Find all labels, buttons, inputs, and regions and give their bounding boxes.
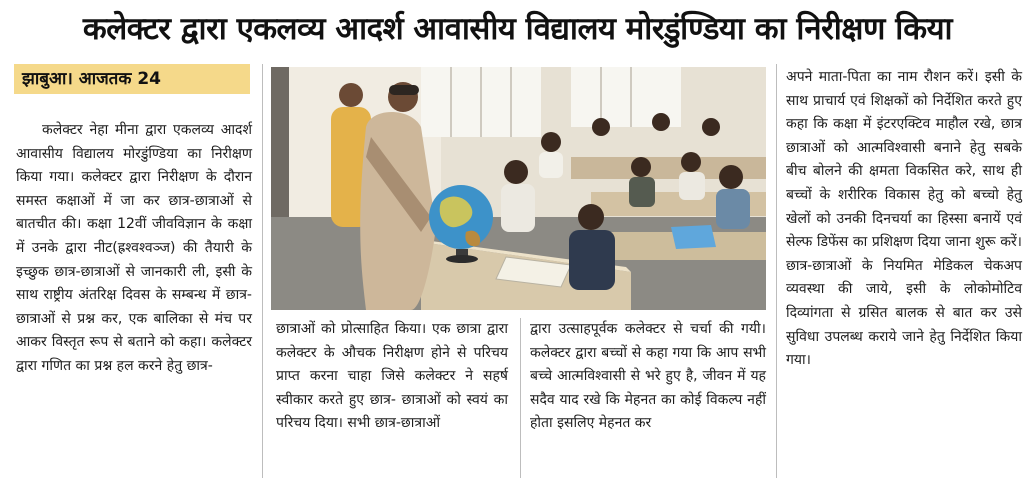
headline: कलेक्टर द्वारा एकलव्य आदर्श आवासीय विद्यालय मोरडुंण्डिया का निरीक्षण किया xyxy=(82,11,953,47)
article-column-4 xyxy=(786,66,1022,373)
article-paragraph-2: छात्राओं को प्रोत्साहित किया। एक छात्रा द्वारा कलेक्टर के औचक निरीक्षण होने से परिचय प्राप्त करना चाहा जिसे कलेक्टर ने सहर्ष स्वीकार करते हुए छात्र- छात्राओं को स्वयं का परिचय दिया। सभी छात्र-छात्राओं xyxy=(276,321,508,432)
article-paragraph-1: कलेक्टर नेहा मीना द्वारा एकलव्य आदर्श आवासीय विद्यालय मोरडुंण्डिया का निरीक्षण किया गया। कलेक्टर द्वारा निरीक्षण के दौरान समस्त कक्षाओं में जा कर छात्र-छात्राओं से बातचीत की। कक्षा 12वीं जीवविज्ञान के कक्षा में उनके द्वारा नीट(ह्रश्वश्वञ्ज) की तैयारी के इच्छुक छात्र-छात्राओं से जानकारी ली, इसी के साथ राष्ट्रीय अंतरिक्ष दिवस के सम्बन्ध में छात्र-छात्राओं से प्रश्न कर, एक बालिका से मंच पर आकर विस्तृत रूप से बताने को कहा। कलेक्टर द्वारा गणित का प्रश्न हल करने हेतु छात्र- xyxy=(16,122,252,374)
column-divider xyxy=(776,64,777,478)
column-divider xyxy=(520,318,521,478)
article-column-1 xyxy=(16,119,252,379)
article-column-2 xyxy=(276,318,508,436)
column-divider xyxy=(262,64,263,478)
article-paragraph-4: अपने माता-पिता का नाम रौशन करें। इसी के साथ प्राचार्य एवं शिक्षकों को निर्देशित करते हुए कहा कि कक्षा में इंटरएक्टिव माहौल रखे, छात्र छात्राओं को आत्मविश्वासी बनाने हेतु सबके बीच बोलने की क्षमता विकसित करे, साथ ही बच्चों के शरीरिक विकास हेतु को बच्चो हेतु खेलों को उनकी दिनचर्या का हिस्सा बनायें एवं सेल्फ डिफेंस का प्रशिक्षण दिया जाना शुरू करें। छात्र-छात्राओं के नियमित मेडिकल चेकअप व्यवस्था की जाये, इसी के लोकोमोटिव दिव्यांगता से ग्रसित बालक से बात कर उसे सुविधा उपलब्ध कराये जाने हेतु निर्देशित किया गया। xyxy=(786,69,1022,369)
article-column-3 xyxy=(530,318,766,436)
source-tag: झाबुआ। आजतक 24 xyxy=(14,64,250,94)
article-paragraph-3: द्वारा उत्साहपूर्वक कलेक्टर से चर्चा की गयी। कलेक्टर द्वारा बच्चों से कहा गया कि आप सभी बच्चे आत्मविश्वासी से भरे हुए है, जीवन में यह सदैव याद रखे कि मेहनत का कोई विकल्प नहीं होता इसलिए मेहनत कर xyxy=(530,321,766,432)
classroom-photo xyxy=(271,67,766,310)
classroom-photo-illustration xyxy=(271,67,766,310)
